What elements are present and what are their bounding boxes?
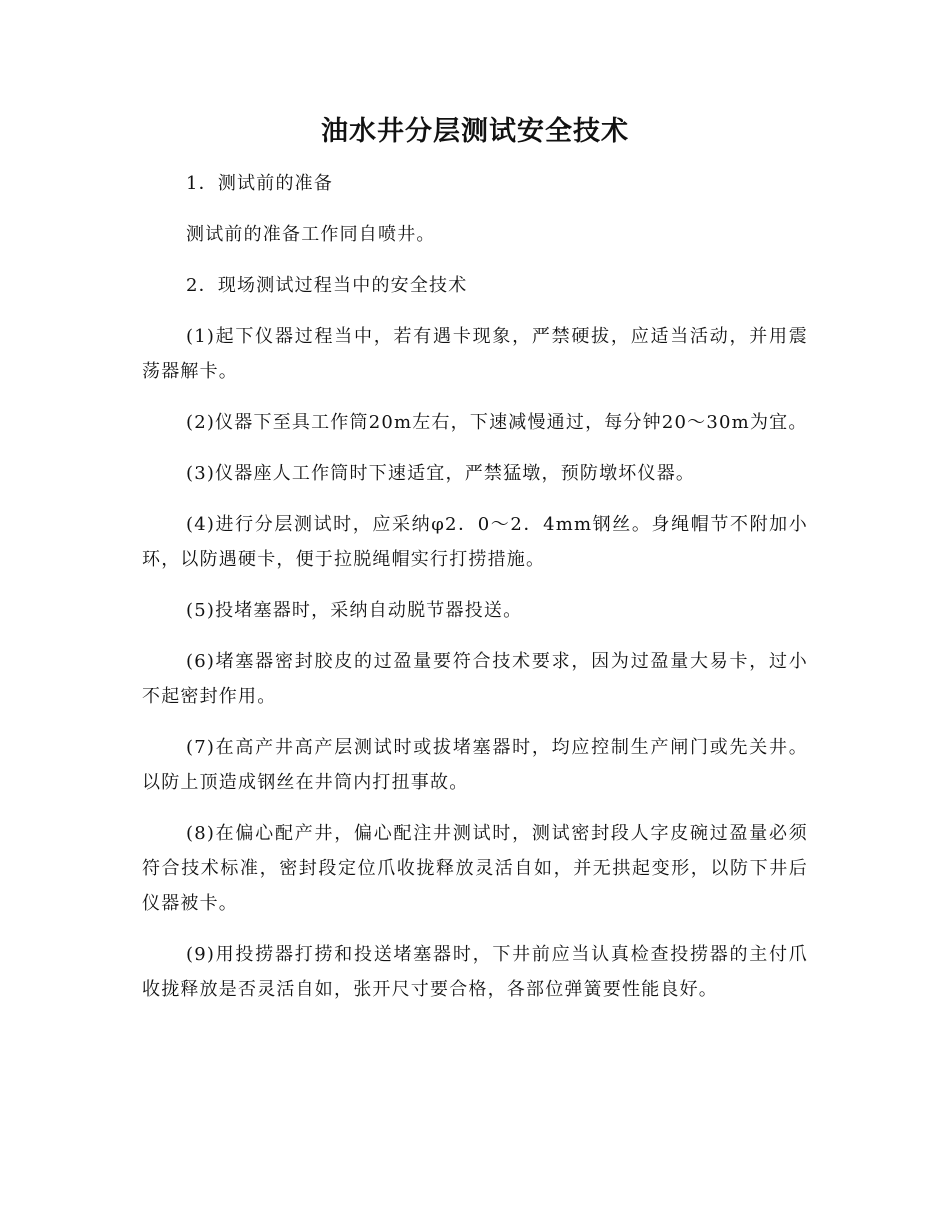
list-item-2: (2)仪器下至具工作筒20m左右，下速减慢通过，每分钟20～30m为宜。: [186, 412, 808, 433]
paragraph: 测试前的准备工作同自喷井。: [186, 224, 436, 245]
section-heading-onsite-safety: 2．现场测试过程当中的安全技术: [186, 275, 468, 296]
list-item-4: (4)进行分层测试时，应采纳φ2．0～2．4mm钢丝。身绳帽节不附加小环，以防遇硬卡，便于拉脱绳帽实行打捞措施。: [142, 514, 808, 570]
list-item-6: (6)堵塞器密封胶皮的过盈量要符合技术要求，因为过盈量大易卡，过小不起密封作用。: [142, 651, 808, 707]
section-heading-preparation: 1．测试前的准备: [186, 173, 334, 194]
document-title: 油水井分层测试安全技术: [321, 116, 629, 147]
list-item-9: (9)用投捞器打捞和投送堵塞器时，下井前应当认真检查投捞器的主付爪收拢释放是否灵活自如，张开尺寸要合格，各部位弹簧要性能良好。: [142, 944, 808, 1000]
document-body: [142, 166, 808, 1023]
list-item-3: (3)仪器座人工作筒时下速适宜，严禁猛墩，预防墩坏仪器。: [186, 463, 696, 484]
list-item-7: (7)在高产井高产层测试时或拔堵塞器时，均应控制生产闸门或先关井。以防上顶造成钢丝在井筒内打扭事故。: [142, 737, 808, 793]
list-item-5: (5)投堵塞器时，采纳自动脱节器投送。: [186, 600, 523, 621]
list-item-1: (1)起下仪器过程当中，若有遇卡现象，严禁硬拔，应适当活动，并用震荡器解卡。: [142, 326, 808, 382]
list-item-8: (8)在偏心配产井，偏心配注井测试时，测试密封段人字皮碗过盈量必须符合技术标准，密封段定位爪收拢释放灵活自如，并无拱起变形，以防下井后仪器被卡。: [142, 823, 808, 914]
